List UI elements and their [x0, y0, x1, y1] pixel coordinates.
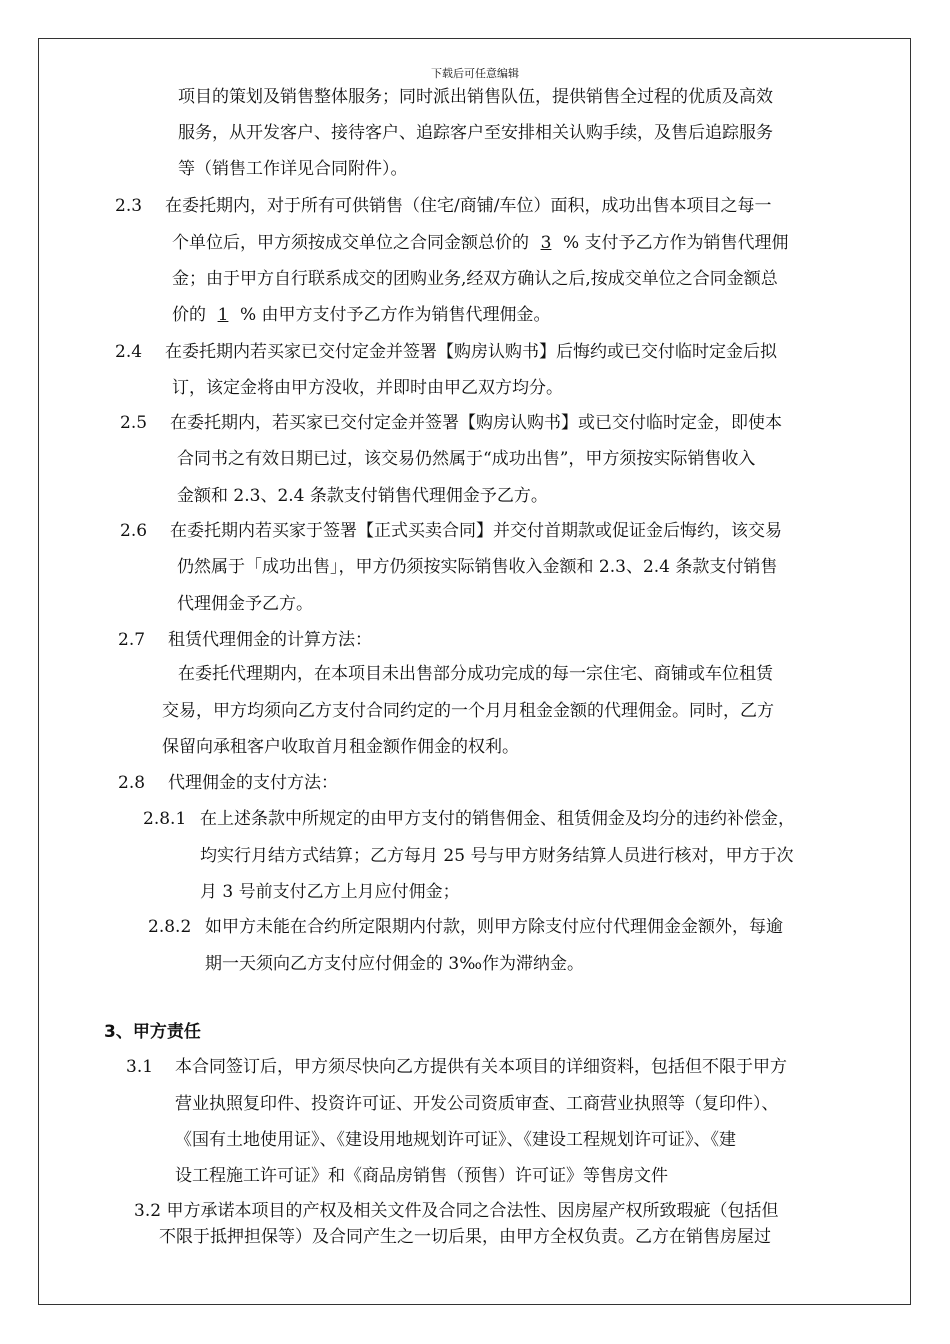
clause-2-5-line-1: 在委托期内，若买家已交付定金并签署【购房认购书】或已交付临时定金，即使本 — [170, 413, 782, 433]
clause-2-8-number: 2.8 — [118, 773, 146, 793]
intro-line-3: 等（销售工作详见合同附件）。 — [178, 159, 408, 179]
clause-2-8-2-line-2: 期一天须向乙方支付应付佣金的 3‰作为滞纳金。 — [205, 954, 585, 974]
clause-2-3-line-2a: 个单位后，甲方须按成交单位之合同金额总价的 — [172, 233, 529, 253]
clause-2-5-line-3: 金额和 2.3、2.4 条款支付销售代理佣金予乙方。 — [177, 486, 548, 506]
clause-3-2-line-2: 不限于抵押担保等）及合同产生之一切后果，由甲方全权负责。乙方在销售房屋过 — [159, 1227, 771, 1247]
clause-2-6-number: 2.6 — [120, 521, 148, 541]
section-3-heading: 3、甲方责任 — [104, 1022, 201, 1042]
clause-2-5-number: 2.5 — [120, 413, 148, 433]
clause-2-4-number: 2.4 — [115, 342, 143, 362]
intro-line-1: 项目的策划及销售整体服务；同时派出销售队伍，提供销售全过程的优质及高效 — [178, 87, 773, 107]
header-note: 下载后可任意编辑 — [431, 67, 519, 80]
clause-2-8-1-number: 2.8.1 — [143, 809, 187, 829]
clause-2-3-line-4 — [172, 304, 551, 326]
clause-2-6-line-1: 在委托期内若买家于签署【正式买卖合同】并交付首期款或促证金后悔约，该交易 — [170, 521, 782, 541]
clause-2-3-line-2 — [172, 232, 789, 254]
clause-3-1-number: 3.1 — [126, 1057, 154, 1077]
clause-2-8-1-line-1: 在上述条款中所规定的由甲方支付的销售佣金、租赁佣金及均分的违约补偿金， — [200, 809, 795, 829]
clause-2-8-1-line-2: 均实行月结方式结算；乙方每月 25 号与甲方财务结算人员进行核对，甲方于次 — [200, 846, 794, 866]
clause-2-6-line-3: 代理佣金予乙方。 — [177, 594, 313, 614]
clause-2-3-line-4a: 价的 — [172, 305, 206, 325]
clause-2-7-line-1: 在委托代理期内，在本项目未出售部分成功完成的每一宗住宅、商铺或车位租赁 — [178, 664, 773, 684]
clause-3-1-line-2: 营业执照复印件、投资许可证、开发公司资质审查、工商营业执照等（复印件）、 — [175, 1094, 779, 1114]
intro-line-2: 服务，从开发客户、接待客户、追踪客户至安排相关认购手续，及售后追踪服务 — [178, 123, 773, 143]
clause-3-1-line-1: 本合同签订后，甲方须尽快向乙方提供有关本项目的详细资料，包括但不限于甲方 — [175, 1057, 787, 1077]
clause-2-7-title: 租赁代理佣金的计算方法： — [168, 630, 372, 650]
clause-2-7-number: 2.7 — [118, 630, 146, 650]
clause-3-2-line-1: 3.2 甲方承诺本项目的产权及相关文件及合同之合法性、因房屋产权所致瑕疵（包括但 — [134, 1201, 779, 1221]
commission-rate-field: 3 — [540, 233, 552, 253]
clause-3-1-line-3: 《国有土地使用证》、《建设用地规划许可证》、《建设工程规划许可证》、《建 — [175, 1130, 736, 1150]
clause-2-3-line-1: 在委托期内，对于所有可供销售（住宅/商铺/车位）面积，成功出售本项目之每一 — [165, 196, 772, 216]
clause-2-5-line-2: 合同书之有效日期已过，该交易仍然属于“成功出售”，甲方须按实际销售收入 — [177, 449, 756, 469]
clause-2-6-line-2: 仍然属于「成功出售」，甲方仍须按实际销售收入金额和 2.3、2.4 条款支付销售 — [177, 557, 778, 577]
group-rate-field: 1 — [217, 305, 229, 325]
clause-3-1-line-4: 设工程施工许可证》和《商品房销售（预售）许可证》等售房文件 — [175, 1166, 668, 1186]
clause-2-4-line-2: 订，该定金将由甲方没收，并即时由甲乙双方均分。 — [172, 378, 563, 398]
clause-2-8-2-number: 2.8.2 — [148, 917, 192, 937]
clause-2-3-line-4b: % 由甲方支付予乙方作为销售代理佣金。 — [240, 305, 551, 325]
clause-2-8-2-line-1: 如甲方未能在合约所定限期内付款，则甲方除支付应付代理佣金金额外，每逾 — [205, 917, 783, 937]
clause-2-8-1-line-3: 月 3 号前支付乙方上月应付佣金； — [200, 882, 460, 902]
clause-2-8-title: 代理佣金的支付方法： — [168, 773, 338, 793]
clause-2-4-line-1: 在委托期内若买家已交付定金并签署【购房认购书】后悔约或已交付临时定金后拟 — [165, 342, 777, 362]
clause-2-3-number: 2.3 — [115, 196, 143, 216]
clause-2-7-line-2: 交易，甲方均须向乙方支付合同约定的一个月月租金金额的代理佣金。同时，乙方 — [162, 701, 774, 721]
clause-2-3-line-2b: % 支付予乙方作为销售代理佣 — [563, 233, 789, 253]
clause-2-3-line-3: 金；由于甲方自行联系成交的团购业务,经双方确认之后,按成交单位之合同金额总 — [172, 269, 778, 289]
clause-2-7-line-3: 保留向承租客户收取首月租金额作佣金的权利。 — [162, 737, 519, 757]
